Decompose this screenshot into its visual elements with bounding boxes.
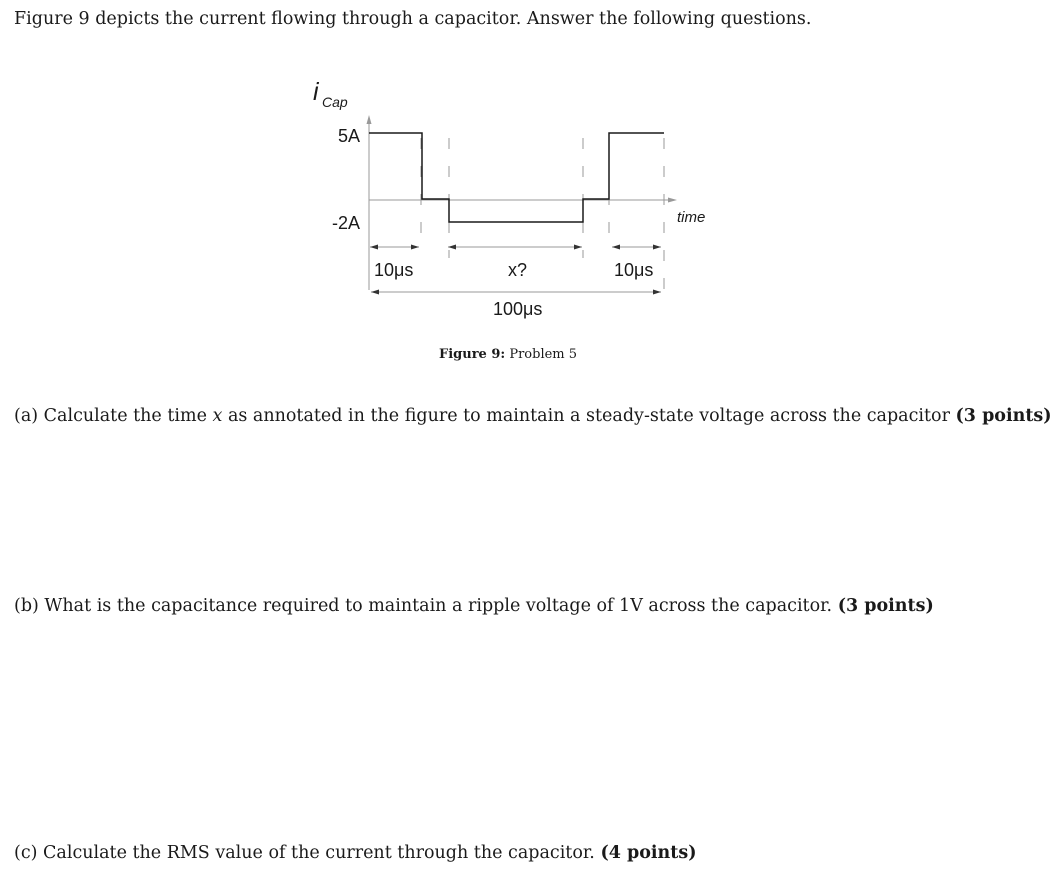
y-axis-subscript: Cap [322,94,348,110]
question-b [14,596,934,616]
level-low-label: -2A [332,213,361,233]
current-trace [369,133,664,222]
intro-text: Figure 9 depicts the current flowing through a capacitor. Answer the following questions. [14,9,812,29]
question-b-points: (3 points) [837,596,934,616]
y-axis-arrow [367,115,372,124]
question-a-prefix: (a) Calculate the time [14,406,213,426]
figure-arrowheads [367,115,678,203]
current-waveform-figure [0,0,1024,340]
y-axis-symbol: i [313,78,319,106]
question-c [14,843,696,863]
level-high-label: 5A [338,126,361,146]
x-axis-label: time [677,209,706,226]
caption-text: Problem 5 [509,347,578,362]
question-c-text: (c) Calculate the RMS value of the current through the capacitor. [14,843,601,863]
interval-x-label: x? [508,260,528,280]
x-axis-arrow [668,198,677,203]
question-a [14,406,1052,426]
interval-3-label: 10μs [614,260,654,280]
question-c-points: (4 points) [600,843,697,863]
question-a-text: as annotated in the figure to maintain a steady-state voltage across the capacitor [222,406,956,426]
interval-1-label: 10μs [374,260,414,280]
question-b-text: (b) What is the capacitance required to maintain a ripple voltage of 1V across the capacitor. [14,596,838,616]
period-label: 100μs [493,299,543,319]
question-a-variable: x [212,406,223,426]
caption-label: Figure 9: [439,347,506,362]
question-a-points: (3 points) [955,406,1052,426]
figure-caption [439,347,577,362]
